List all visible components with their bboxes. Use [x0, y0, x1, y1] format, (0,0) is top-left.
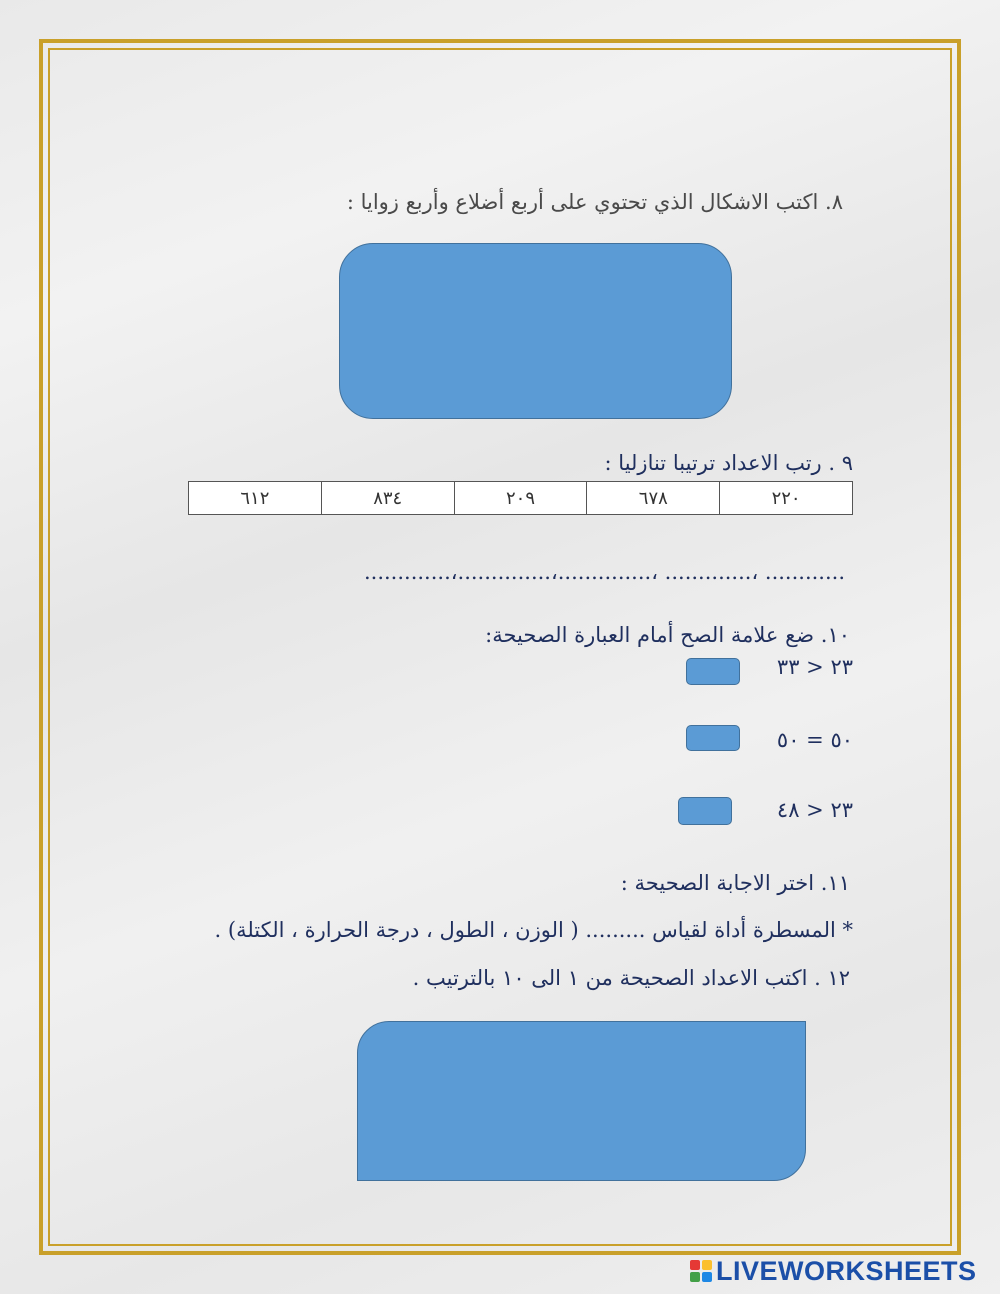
comparison-2: ٥٠ = ٥٠ [776, 728, 853, 752]
question-8-text: ٨. اكتب الاشكال الذي تحتوي على أربع أضلاع وأربع زوايا : [346, 190, 843, 214]
question-10-text: ١٠. ضع علامة الصح أمام العبارة الصحيحة: [485, 623, 850, 647]
checkbox-2[interactable] [686, 725, 740, 751]
comparison-1: ٢٣ < ٣٣ [776, 655, 853, 679]
question-11-text: ١١. اختر الاجابة الصحيحة : [620, 871, 850, 895]
question-8-answer-box[interactable] [339, 243, 732, 419]
number-cell: ٦١٢ [189, 482, 322, 515]
number-cell: ٢٠٩ [454, 482, 587, 515]
logo-text: LIVEWORKSHEETS [716, 1255, 977, 1286]
numbers-table [188, 481, 853, 515]
question-12-answer-box[interactable] [357, 1021, 806, 1181]
number-cell: ٨٣٤ [321, 482, 454, 515]
question-9-text: ٩ . رتب الاعداد ترتيبا تنازليا : [604, 451, 853, 475]
question-11-item[interactable]: * المسطرة أداة لقياس ......... ( الوزن ، الطول ، درجة الحرارة ، الكتلة) . [214, 918, 853, 942]
question-12-text: ١٢ . اكتب الاعداد الصحيحة من ١ الى ١٠ بالترتيب . [412, 966, 850, 990]
checkbox-3[interactable] [678, 797, 732, 825]
checkbox-1[interactable] [686, 658, 740, 685]
number-cell: ٢٢٠ [720, 482, 853, 515]
liveworksheets-logo [690, 1255, 977, 1287]
table-row [189, 482, 853, 515]
comparison-3: ٢٣ < ٤٨ [776, 798, 853, 822]
question-9-answer-line: ............ ،............. ،..............،..............،............. [363, 560, 845, 584]
number-cell: ٦٧٨ [587, 482, 720, 515]
logo-mark-icon [690, 1260, 712, 1282]
